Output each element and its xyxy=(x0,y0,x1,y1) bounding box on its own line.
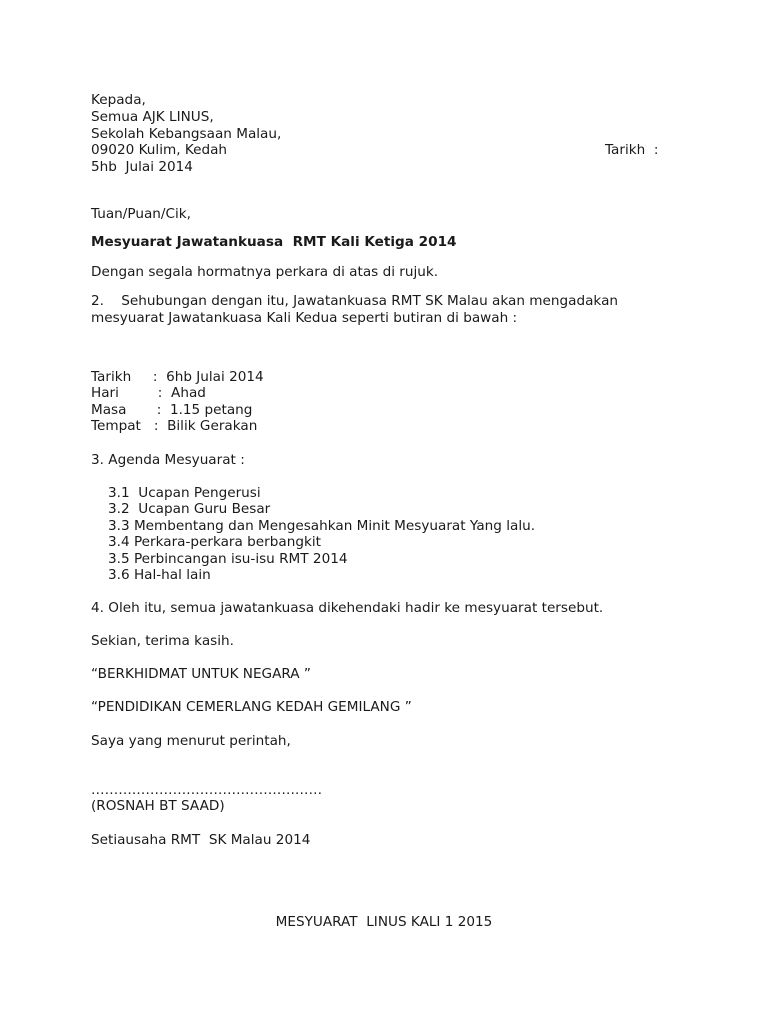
signature-line: …………………………………………… xyxy=(91,782,323,798)
paragraph-2-line-1: 2. Sehubungan dengan itu, Jawatankuasa RMT SK Malau akan mengadakan xyxy=(91,293,619,309)
footer-title: MESYUARAT LINUS KALI 1 2015 xyxy=(275,914,493,930)
paragraph-2-line-2: mesyuarat Jawatankuasa Kali Kedua seperti butiran di bawah : xyxy=(91,310,518,326)
subject-heading: Mesyuarat Jawatankuasa RMT Kali Ketiga 2014 xyxy=(91,234,457,250)
motto-1: “BERKHIDMAT UNTUK NEGARA ” xyxy=(91,666,311,682)
detail-tempat: Tempat : Bilik Gerakan xyxy=(91,418,258,434)
paragraph-4: 4. Oleh itu, semua jawatankuasa dikehendaki hadir ke mesyuarat tersebut. xyxy=(91,600,604,616)
recipient-line-1: Semua AJK LINUS, xyxy=(91,109,214,125)
salutation: Tuan/Puan/Cik, xyxy=(91,206,191,222)
recipient-line-3: 09020 Kulim, Kedah xyxy=(91,142,228,158)
signer-title: Setiausaha RMT SK Malau 2014 xyxy=(91,832,311,848)
motto-2: “PENDIDIKAN CEMERLANG KEDAH GEMILANG ” xyxy=(91,699,412,715)
agenda-item: 3.3 Membentang dan Mengesahkan Minit Mesyuarat Yang lalu. xyxy=(108,518,536,534)
letter-date: 5hb Julai 2014 xyxy=(91,159,193,175)
agenda-item: 3.1 Ucapan Pengerusi xyxy=(108,485,261,501)
tarikh-label: Tarikh : xyxy=(605,142,659,158)
recipient-line-2: Sekolah Kebangsaan Malau, xyxy=(91,126,282,142)
sign-off: Saya yang menurut perintah, xyxy=(91,733,291,749)
detail-hari: Hari : Ahad xyxy=(91,385,206,401)
closing-text: Sekian, terima kasih. xyxy=(91,633,234,649)
agenda-item: 3.6 Hal-hal lain xyxy=(108,567,211,583)
agenda-title: 3. Agenda Mesyuarat : xyxy=(91,452,245,468)
detail-tarikh: Tarikh : 6hb Julai 2014 xyxy=(91,369,264,385)
signer-name: (ROSNAH BT SAAD) xyxy=(91,798,225,814)
agenda-item: 3.5 Perbincangan isu-isu RMT 2014 xyxy=(108,551,348,567)
detail-masa: Masa : 1.15 petang xyxy=(91,402,253,418)
recipient-kepada: Kepada, xyxy=(91,92,146,108)
paragraph-1: Dengan segala hormatnya perkara di atas di rujuk. xyxy=(91,264,439,280)
agenda-item: 3.4 Perkara-perkara berbangkit xyxy=(108,534,321,550)
agenda-item: 3.2 Ucapan Guru Besar xyxy=(108,501,271,517)
